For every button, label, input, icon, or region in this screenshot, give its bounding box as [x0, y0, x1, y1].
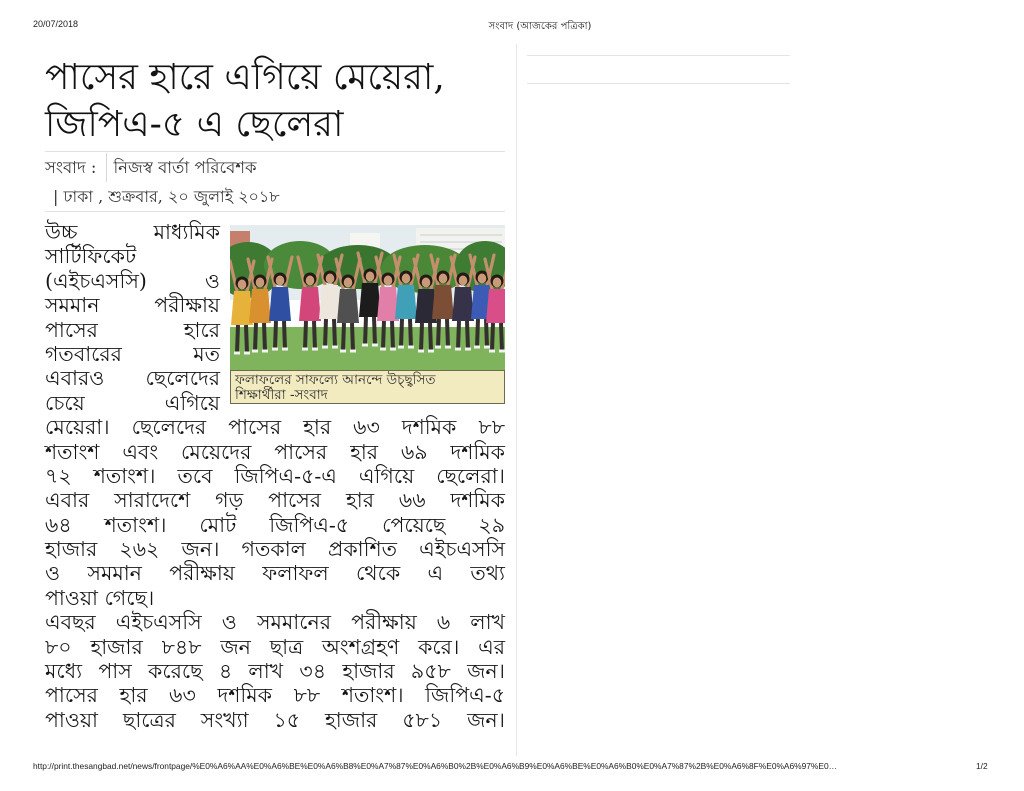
- article-body-line: সমমান পরীক্ষায়: [45, 293, 220, 318]
- headline: [45, 54, 510, 148]
- source-label: সংবাদ :: [45, 158, 97, 177]
- sidebar-rule: [527, 83, 790, 84]
- article-body-line: (এইচএসসি) ও: [45, 268, 220, 293]
- article-body-line: পাসের হার ৬৩ দশমিক ৮৮ শতাংশ। জিপিএ-৫: [45, 683, 505, 708]
- article-body-line: সার্টিফিকেট: [45, 244, 137, 269]
- article-body-line: মধ্যে পাস করেছে ৪ লাখ ৩৪ হাজার ৯৫৮ জন।: [45, 659, 505, 684]
- article-body-line: মেয়েরা। ছেলেদের পাসের হার ৬৩ দশমিক ৮৮: [45, 415, 505, 440]
- article-paragraph: [45, 220, 505, 610]
- article-body-line: চেয়ে এগিয়ে: [45, 390, 220, 415]
- headline-line: জিপিএ-৫ এ ছেলেরা: [45, 104, 344, 145]
- byline: [45, 153, 257, 182]
- byline-divider: [106, 153, 107, 182]
- article-body-line: হাজার ২৬২ জন। গতকাল প্রকাশিত এইচএসসি: [45, 537, 505, 562]
- column-divider: [516, 44, 517, 756]
- dateline: | ঢাকা , শুক্রবার, ২০ জুলাই ২০১৮: [53, 187, 280, 206]
- article-body: [45, 220, 505, 732]
- article-body-line: এবার সারাদেশে গড় পাসের হার ৬৬ দশমিক: [45, 488, 505, 513]
- headline-divider: [45, 151, 505, 152]
- article-body-line: শতাংশ এবং মেয়েদের পাসের হার ৬৯ দশমিক: [45, 439, 505, 464]
- article-body-line: ৮০ হাজার ৮৪৮ জন ছাত্র অংশগ্রহণ করে। এর: [45, 634, 505, 659]
- article-body-line: এবারও ছেলেদের: [45, 366, 220, 391]
- article-body-line: এবছর এইচএসসি ও সমমানের পরীক্ষায় ৬ লাখ: [45, 610, 505, 635]
- print-page-title: সংবাদ (আজকের পত্রিকা): [488, 21, 592, 32]
- sidebar-rule: [527, 55, 790, 56]
- article-body-line: ও সমমান পরীক্ষায় ফলাফল থেকে এ তথ্য: [45, 561, 505, 586]
- headline-line: পাসের হারে এগিয়ে মেয়েরা,: [45, 57, 445, 98]
- article-paragraph: [45, 610, 505, 732]
- article-body-line: উচ্চ মাধ্যমিক: [45, 220, 220, 244]
- print-date: 20/07/2018: [33, 19, 79, 29]
- photo-caption-line: ফলাফলের সাফল্যে আনন্দে উচ্ছ্বসিত: [235, 372, 436, 388]
- article-body-line: ৬৪ শতাংশ। মোট জিপিএ-৫ পেয়েছে ২৯: [45, 512, 505, 537]
- article-body-line: পাওয়া ছাত্রের সংখ্যা ১৫ হাজার ৫৮১ জন।: [45, 707, 505, 732]
- print-page-number: 1/2: [976, 761, 988, 771]
- photo-caption-line: শিক্ষার্থীরা -সংবাদ: [235, 386, 328, 403]
- dateline-divider: [45, 211, 505, 212]
- article-body-line: ৭২ শতাংশ। তবে জিপিএ-৫-এ এগিয়ে ছেলেরা।: [45, 463, 505, 488]
- print-source-url: http://print.thesangbad.net/news/frontpage/%E0%A6%AA%E0%A6%BE%E0%A6%B8%E0%A7%87%E0%A6%B0%2B%E0%A6%B9%E0%A6%BE%E0%A6%B0%E0%A7%87%2B%E0%A6%8F%E0%A6%97%E0…: [33, 761, 837, 771]
- article-body-line: পাসের হারে: [45, 317, 220, 342]
- author-name: নিজস্ব বার্তা পরিবেশক: [113, 158, 257, 177]
- article-body-line: পাওয়া গেছে।: [45, 585, 155, 610]
- article-body-line: গতবারের মত: [45, 341, 220, 366]
